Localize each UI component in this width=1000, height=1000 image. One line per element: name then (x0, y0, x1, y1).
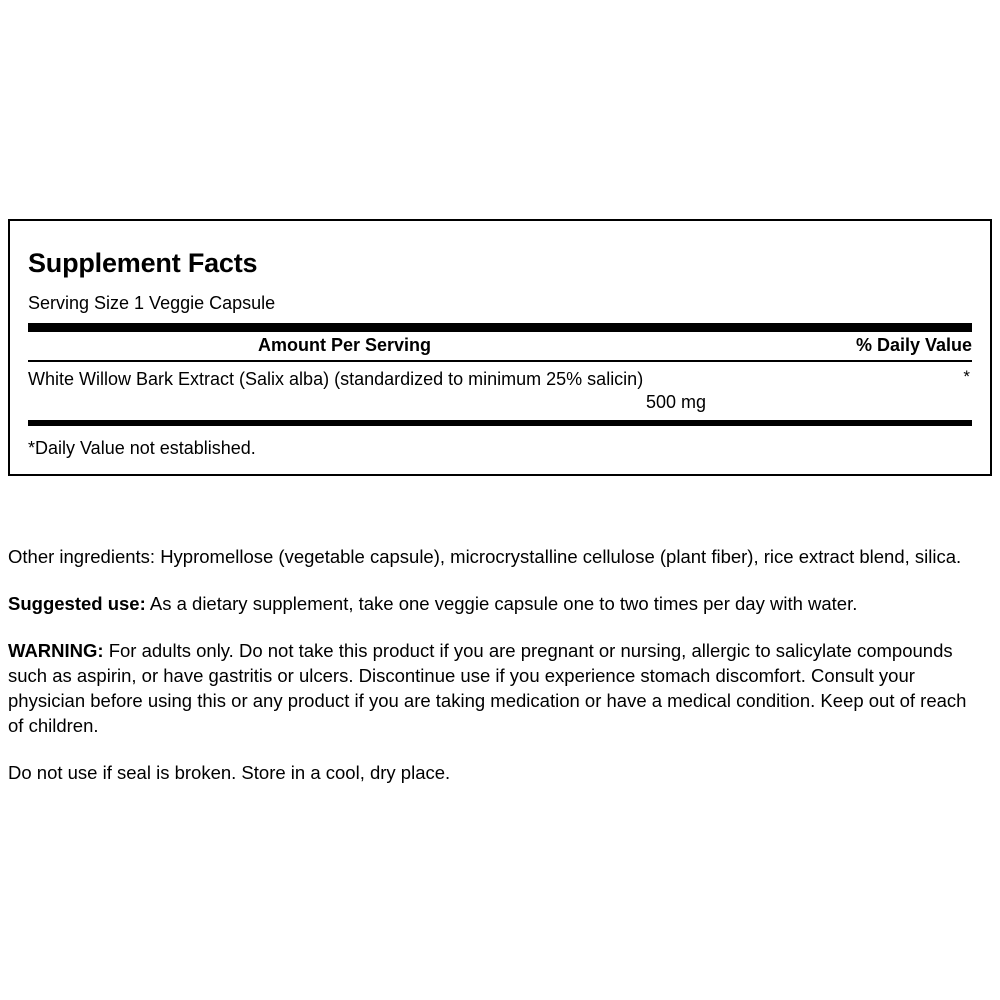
label-body-copy (8, 545, 976, 808)
supplement-facts-header-row (28, 332, 972, 360)
warning-text: For adults only. Do not take this product if you are pregnant or nursing, allergic to salicylate compounds such as aspirin, or have gastritis or ulcers. Discontinue use if you experience stomach discomfort. Consult your physician before using this or any product if you are taking medication or have a medical condition. Keep out of reach of children. (8, 639, 967, 736)
other-ingredients-paragraph: Other ingredients: Hypromellose (vegetable capsule), microcrystalline cellulose (plant fiber), rice extract blend, silica. (8, 546, 962, 567)
column-header-amount-per-serving: Amount Per Serving (258, 335, 432, 356)
suggested-use-text: As a dietary supplement, take one veggie capsule one to two times per day with water. (145, 592, 858, 614)
supplement-facts-panel (8, 219, 992, 476)
supplement-facts-title: Supplement Facts (28, 248, 258, 278)
serving-size-text: Serving Size 1 Veggie Capsule (28, 292, 276, 313)
ingredient-name: White Willow Bark Extract (Salix alba) (standardized to minimum 25% salicin) (28, 369, 644, 390)
ingredient-amount: 500 mg (646, 392, 707, 413)
table-row (28, 362, 972, 420)
suggested-use-paragraph (8, 592, 976, 617)
suggested-use-label: Suggested use: (8, 592, 146, 614)
column-header-daily-value: % Daily Value (855, 335, 972, 356)
warning-label: WARNING: (8, 639, 104, 661)
seal-notice-paragraph: Do not use if seal is broken. Store in a cool, dry place. (8, 761, 451, 783)
daily-value-footnote: *Daily Value not established. (28, 438, 256, 459)
ingredient-daily-value: * (963, 367, 970, 387)
rule-thick-top (28, 323, 972, 332)
warning-paragraph (8, 639, 976, 739)
